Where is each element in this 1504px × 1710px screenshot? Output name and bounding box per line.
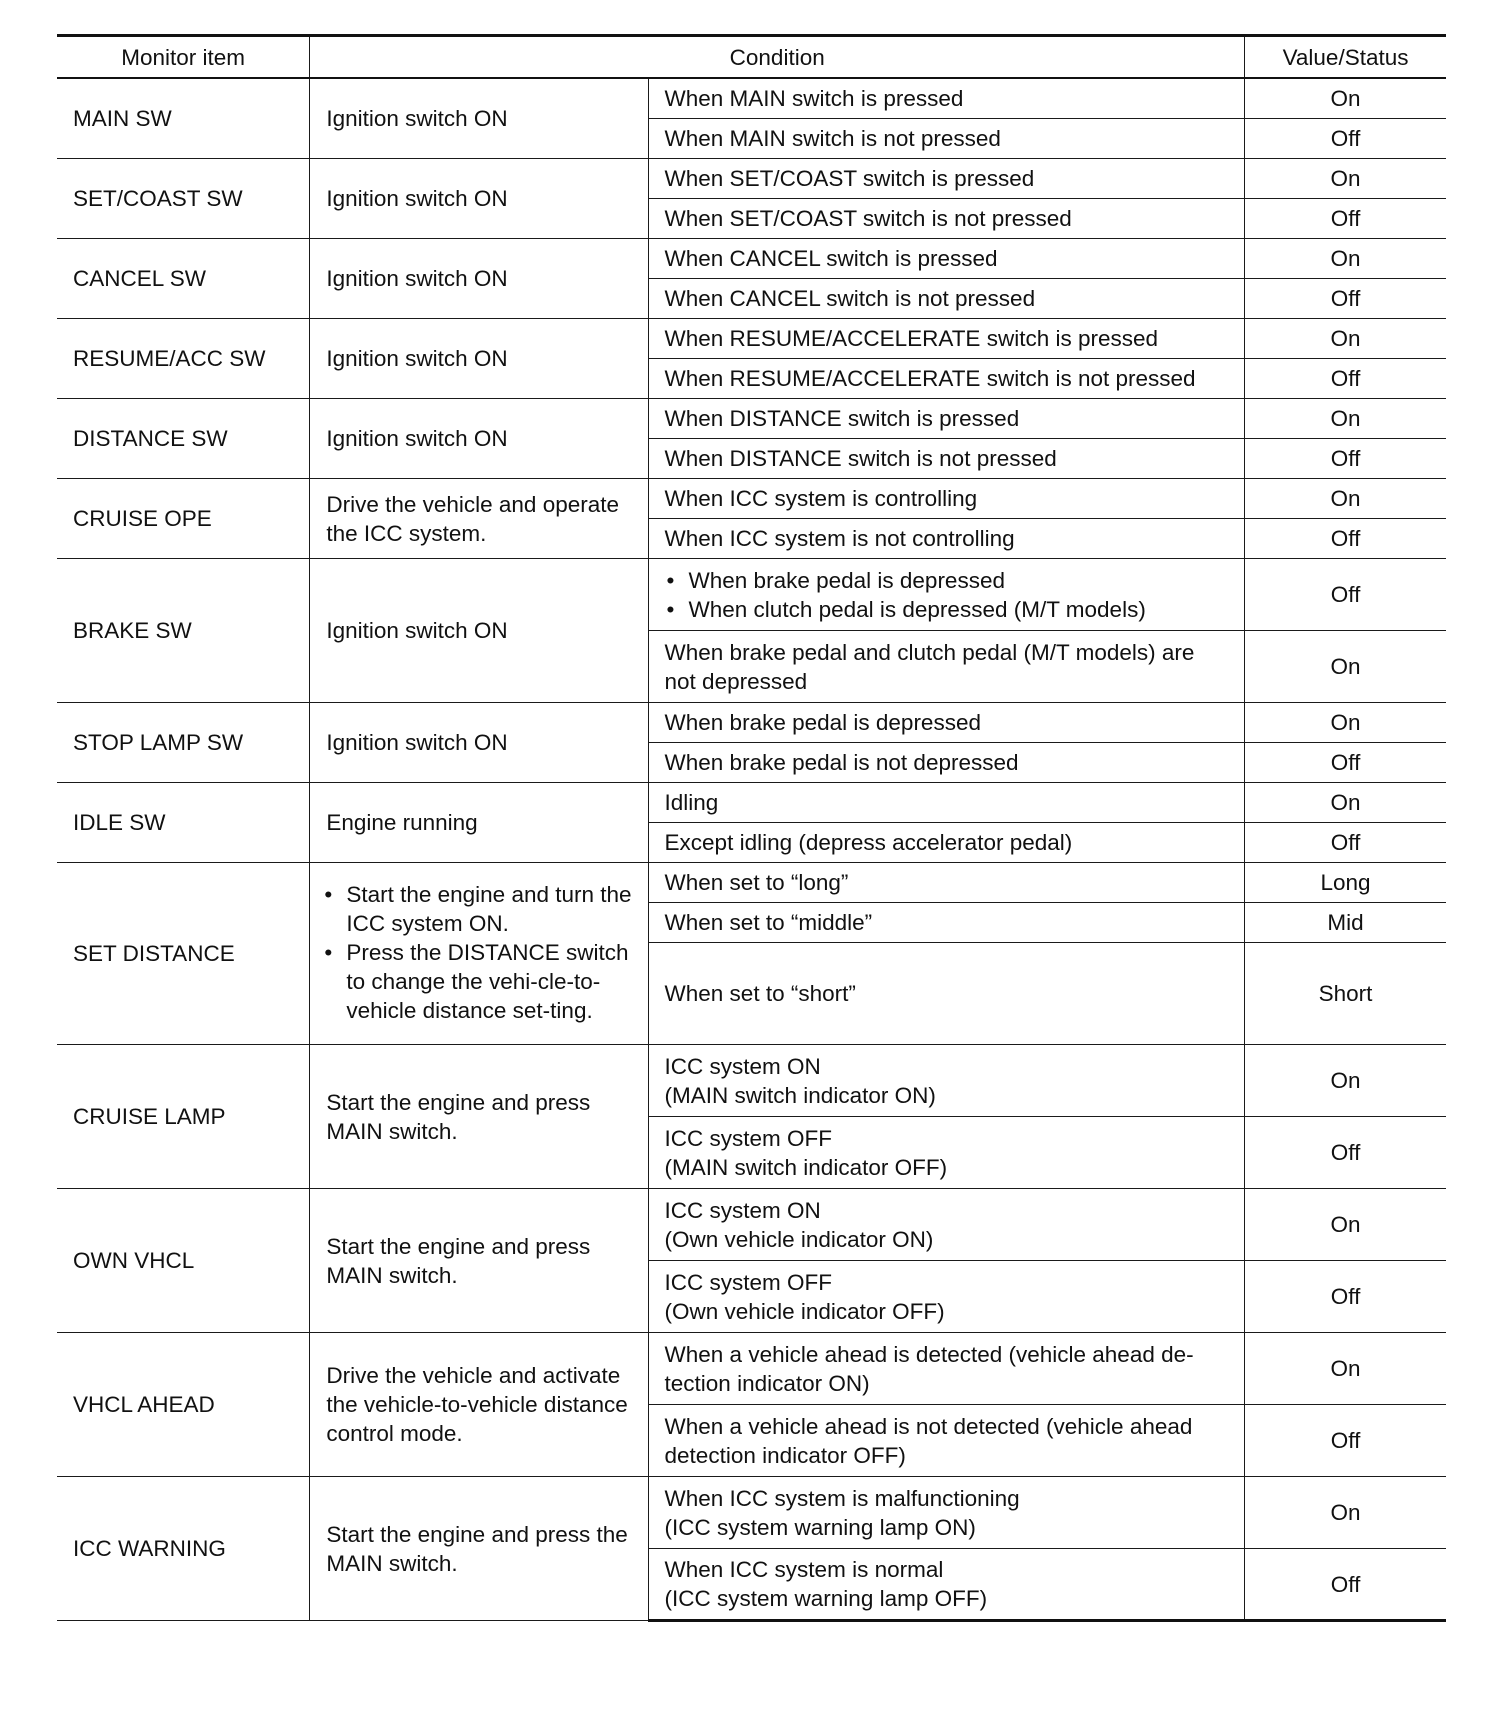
condition-cell: Ignition switch ON: [310, 703, 648, 783]
condition-detail-cell: When MAIN switch is not pressed: [648, 119, 1245, 159]
condition-cell: Ignition switch ON: [310, 78, 648, 159]
monitor-item-cell: OWN VHCL: [57, 1189, 310, 1333]
bullet-list: [322, 880, 637, 1025]
value-cell: On: [1245, 703, 1446, 743]
condition-detail-cell: When DISTANCE switch is not pressed: [648, 439, 1245, 479]
value-cell: On: [1245, 1477, 1446, 1549]
detail-line: ICC system OFF: [664, 1125, 833, 1151]
monitor-item-cell: ICC WARNING: [57, 1477, 310, 1621]
detail-line: When ICC system is normal: [664, 1557, 944, 1582]
table-row: [57, 703, 1446, 743]
value-cell: Off: [1245, 743, 1446, 783]
detail-line: (MAIN switch indicator ON): [664, 1082, 936, 1108]
value-cell: On: [1245, 1045, 1446, 1117]
condition-detail-cell: When brake pedal is depressed: [648, 703, 1245, 743]
condition-cell: Ignition switch ON: [310, 399, 648, 479]
bullet-list: [665, 566, 1229, 624]
value-cell: On: [1245, 319, 1446, 359]
condition-cell: Engine running: [310, 783, 648, 863]
value-cell: Off: [1245, 1405, 1446, 1477]
monitor-item-cell: CRUISE LAMP: [57, 1045, 310, 1189]
condition-cell: Ignition switch ON: [310, 319, 648, 399]
header-monitor-item: Monitor item: [57, 36, 310, 79]
monitor-item-cell: RESUME/ACC SW: [57, 319, 310, 399]
bullet-item: • When brake pedal is depressed: [665, 566, 1229, 595]
condition-cell: [310, 863, 648, 1045]
condition-detail-cell: [648, 559, 1245, 631]
detail-line: (Own vehicle indicator ON): [664, 1226, 934, 1252]
monitor-item-cell: CANCEL SW: [57, 239, 310, 319]
condition-detail-cell: When ICC system is controlling: [648, 479, 1245, 519]
condition-detail-cell: Idling: [648, 783, 1245, 823]
monitor-item-cell: IDLE SW: [57, 783, 310, 863]
detail-line: ICC system ON: [664, 1197, 821, 1223]
value-cell: Mid: [1245, 903, 1446, 943]
condition-detail-cell: [648, 1261, 1245, 1333]
value-cell: Off: [1245, 119, 1446, 159]
condition-detail-cell: [648, 1117, 1245, 1189]
condition-detail-cell: When MAIN switch is pressed: [648, 78, 1245, 119]
table-row: [57, 78, 1446, 119]
condition-detail-cell: When RESUME/ACCELERATE switch is not pressed: [648, 359, 1245, 399]
header-condition: Condition: [310, 36, 1245, 79]
condition-detail-cell: When CANCEL switch is pressed: [648, 239, 1245, 279]
value-cell: On: [1245, 1333, 1446, 1405]
table-row: [57, 1477, 1446, 1549]
condition-detail-cell: When brake pedal is not depressed: [648, 743, 1245, 783]
condition-detail-cell: When CANCEL switch is not pressed: [648, 279, 1245, 319]
condition-detail-cell: When RESUME/ACCELERATE switch is pressed: [648, 319, 1245, 359]
value-cell: On: [1245, 159, 1446, 199]
monitor-item-cell: STOP LAMP SW: [57, 703, 310, 783]
value-cell: Long: [1245, 863, 1446, 903]
condition-detail-cell: Except idling (depress accelerator pedal): [648, 823, 1245, 863]
condition-cell: Drive the vehicle and operate the ICC system.: [310, 479, 648, 559]
value-cell: Off: [1245, 1549, 1446, 1621]
condition-detail-cell: When ICC system is not controlling: [648, 519, 1245, 559]
monitor-item-document: [57, 34, 1446, 1622]
detail-line: ICC system ON: [664, 1053, 821, 1079]
table-row: [57, 239, 1446, 279]
value-cell: On: [1245, 78, 1446, 119]
condition-detail-cell: [648, 1045, 1245, 1117]
table-row: [57, 1045, 1446, 1117]
condition-detail-cell: When set to “long”: [648, 863, 1245, 903]
table-row: [57, 159, 1446, 199]
bullet-item: • Press the DISTANCE switch to change the vehi-cle-to-vehicle distance set-ting.: [322, 938, 637, 1025]
table-row: [57, 399, 1446, 439]
table-row: [57, 479, 1446, 519]
value-cell: On: [1245, 239, 1446, 279]
value-cell: On: [1245, 479, 1446, 519]
value-cell: Off: [1245, 823, 1446, 863]
table-row: [57, 863, 1446, 903]
bullet-item: • When clutch pedal is depressed (M/T models): [665, 595, 1229, 624]
condition-cell: Ignition switch ON: [310, 559, 648, 703]
value-cell: On: [1245, 783, 1446, 823]
monitor-item-cell: VHCL AHEAD: [57, 1333, 310, 1477]
condition-cell: Start the engine and press MAIN switch.: [310, 1045, 648, 1189]
condition-detail-cell: When SET/COAST switch is pressed: [648, 159, 1245, 199]
value-cell: Short: [1245, 943, 1446, 1045]
value-cell: Off: [1245, 279, 1446, 319]
detail-line: ICC system OFF: [664, 1269, 833, 1295]
condition-detail-cell: [648, 1477, 1245, 1549]
condition-detail-cell: When SET/COAST switch is not pressed: [648, 199, 1245, 239]
value-cell: On: [1245, 399, 1446, 439]
value-cell: On: [1245, 631, 1446, 703]
value-cell: Off: [1245, 1261, 1446, 1333]
detail-line: (ICC system warning lamp OFF): [664, 1586, 988, 1611]
value-cell: On: [1245, 1189, 1446, 1261]
detail-line: (MAIN switch indicator OFF): [664, 1154, 948, 1180]
condition-cell: Ignition switch ON: [310, 159, 648, 239]
condition-detail-cell: When set to “short”: [648, 943, 1245, 1045]
monitor-item-cell: MAIN SW: [57, 78, 310, 159]
condition-cell: Ignition switch ON: [310, 239, 648, 319]
detail-line: When ICC system is malfunctioning: [664, 1485, 1020, 1511]
condition-detail-cell: [648, 1549, 1245, 1621]
header-value-status: Value/Status: [1245, 36, 1446, 79]
condition-cell: Drive the vehicle and activate the vehicle-to-vehicle distance control mode.: [310, 1333, 648, 1477]
monitor-item-cell: CRUISE OPE: [57, 479, 310, 559]
monitor-item-table: [57, 34, 1446, 1622]
value-cell: Off: [1245, 439, 1446, 479]
value-cell: Off: [1245, 519, 1446, 559]
bullet-item: • Start the engine and turn the ICC system ON.: [322, 880, 637, 938]
condition-detail-cell: When DISTANCE switch is pressed: [648, 399, 1245, 439]
monitor-item-cell: DISTANCE SW: [57, 399, 310, 479]
value-cell: Off: [1245, 559, 1446, 631]
condition-detail-cell: When a vehicle ahead is detected (vehicle ahead de-tection indicator ON): [648, 1333, 1245, 1405]
table-row: [57, 783, 1446, 823]
condition-detail-cell: When set to “middle”: [648, 903, 1245, 943]
condition-cell: Start the engine and press the MAIN switch.: [310, 1477, 648, 1621]
monitor-item-cell: SET DISTANCE: [57, 863, 310, 1045]
value-cell: Off: [1245, 199, 1446, 239]
value-cell: Off: [1245, 359, 1446, 399]
detail-line: (Own vehicle indicator OFF): [664, 1298, 945, 1324]
condition-detail-cell: When brake pedal and clutch pedal (M/T models) are not depressed: [648, 631, 1245, 703]
table-row: [57, 1189, 1446, 1261]
condition-detail-cell: When a vehicle ahead is not detected (vehicle ahead detection indicator OFF): [648, 1405, 1245, 1477]
table-row: [57, 319, 1446, 359]
condition-detail-cell: [648, 1189, 1245, 1261]
table-row: [57, 1333, 1446, 1405]
condition-cell: Start the engine and press MAIN switch.: [310, 1189, 648, 1333]
monitor-item-cell: BRAKE SW: [57, 559, 310, 703]
value-cell: Off: [1245, 1117, 1446, 1189]
table-header-row: [57, 36, 1446, 79]
monitor-item-cell: SET/COAST SW: [57, 159, 310, 239]
detail-line: (ICC system warning lamp ON): [664, 1514, 976, 1540]
table-row: [57, 559, 1446, 631]
